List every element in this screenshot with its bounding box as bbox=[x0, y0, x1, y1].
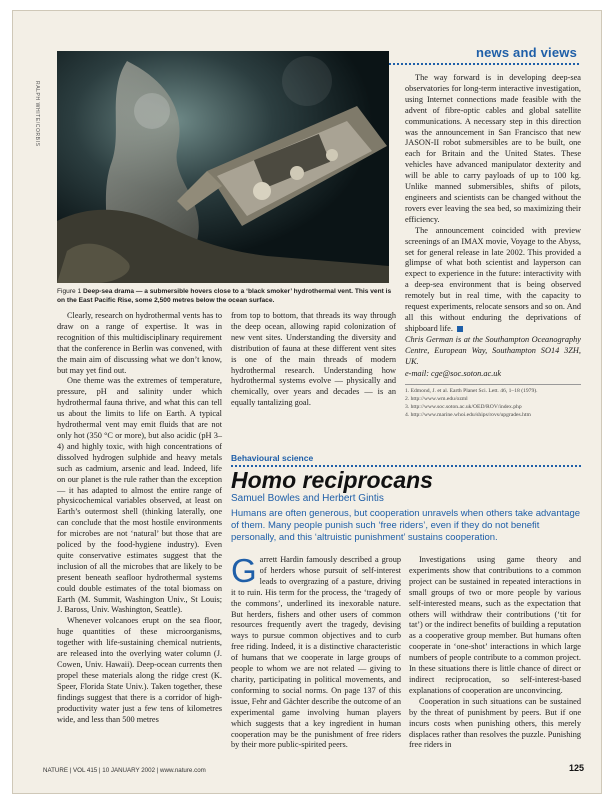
left-article-col3 bbox=[405, 73, 581, 419]
photo-credit-text: RALPH WHITE/CORBIS bbox=[34, 81, 40, 147]
paragraph-text: arrett Hardin famously described a group of herders whose pursuit of self-interest leads to overgrazing of a pasture, driving it to ruin. His term for the process, the ‘tragedy of the commons’, underlined its inexorable nature. But herders, fishers and other users of common resources frequently avert the tragedy, devising ways to pursue common objectives and to curb free riding. Indeed, it is a distinctive characteristic of humans that we cooperate in large groups of people to whom we are not related — giving to charity, participating in political movements, and conforming to social norms. On page 137 of this issue, Fehr and Gächter describe the outcome of an experimental game involving human players which suggests that a key ingredient in human cooperation may be the punishment of free riders by their more public-spirited peers. bbox=[231, 555, 401, 750]
reference-item: 3. http://www.soc.soton.ac.uk/OED/ROV/index.php bbox=[405, 404, 522, 411]
paragraph-text: The announcement coincided with preview screenings of an IMAX movie, Voyage to the Abyss, set for general release in late 2002. This provided a glimpse of what both scientist and layperson can expect to experience in the future: interactivity with a deep-sea environment that is being observed remotely but in real time, with the capacity to request experiments, relocate sensors and so on. And all this without enduring the deprivations of shipboard life. bbox=[405, 225, 581, 333]
paragraph bbox=[405, 226, 581, 335]
article-title: Homo reciprocans bbox=[231, 467, 433, 493]
header-rule bbox=[381, 63, 579, 65]
figure-photo bbox=[57, 51, 389, 283]
figure-caption bbox=[57, 287, 395, 305]
reference-item: 4. http://www.marine.whoi.edu/ships/rovs/upgrades.htm bbox=[405, 412, 531, 419]
article-authors: Samuel Bowles and Herbert Gintis bbox=[231, 493, 384, 504]
figure-label: Figure 1 bbox=[57, 288, 82, 295]
paragraph: Whenever volcanoes erupt on the sea floor, huge quantities of these microorganisms, together with life-sustaining chemical nutrients, are released into the overlying water column (J. Cowen, Univ. Hawaii). Deep-ocean currents then propel these materials along the ridge crest (K. Speer, Florida State Univ.). Taken together, these findings suggest that there is a corridor of high-productivity water just a few tens of kilometres wide, and less than 500 metres bbox=[57, 616, 222, 724]
article-standfirst: Humans are often generous, but cooperation unravels when others take advantage of them. Many people punish such ‘free riders’, even if they do not benefit personally, and this ‘altruistic punishment’ sustains cooperation. bbox=[231, 508, 581, 543]
figure-caption-text: Deep-sea drama — a submersible hovers close to a ‘black smoker’ hydrothermal vent. This vent is on the East Pacific Rise, some 2,500 metres below the ocean surface. bbox=[57, 288, 392, 304]
references bbox=[405, 384, 581, 419]
author-email: e-mail: cge@soc.soton.ac.uk bbox=[405, 369, 502, 379]
author-affiliation: Chris German is at the Southampton Oceanography Centre, European Way, Southampton SO14 3ZH, UK. bbox=[405, 334, 581, 366]
paragraph: from top to bottom, that threads its way through the deep ocean, allowing rapid colonization of new vent sites. Understanding the diversity and distribution of fauna at these different vent sites is one of the main threads of modern hydrothermal research. Understanding how hydrothermal systems evolve — physically and chemically, over years and decades — is an equally tantalizing goal. bbox=[231, 311, 396, 408]
page-number: 125 bbox=[569, 763, 585, 773]
left-article-col1 bbox=[57, 311, 222, 725]
paragraph: Investigations using game theory and experiments show that contributions to a common project can be sustained in repeated interactions in small groups of two or more people by various self-interested means, such as the expectation that others will withdraw their contributions (‘tit for tat’) or the indirect benefits of building a reputation as a cooperative group member. But humans often cooperate in ‘one-shot’ interactions in which large numbers of people contribute to a common project. In these situations there is little chance of direct or indirect reciprocation, so self-interest-based explanations of cooperation are unconvincing. bbox=[409, 555, 581, 695]
paragraph: Clearly, research on hydrothermal vents has to draw on a range of expertise. It was in recognition of this multidisciplinary requirement that the conference in Berlin was convened, with the main aim of discussing what we don’t know, but may yet find out. bbox=[57, 311, 222, 375]
deep-sea-submersible-image bbox=[57, 51, 389, 283]
journal-page bbox=[12, 10, 602, 794]
photo-credit bbox=[30, 81, 40, 201]
paragraph bbox=[231, 552, 401, 751]
section-title: news and views bbox=[475, 45, 577, 60]
section-header bbox=[381, 45, 577, 63]
paragraph: One theme was the extremes of temperature, pressure, pH and salinity under which hydrothermal fauna thrive, and what this can tell us about the limits to life on Earth. A typical hydrothermal vent may emit fluids that are not only hot (350 °C or more), but also acidic (pH 3–4) and highly toxic, with high concentrations of dissolved hydrogen sulphide and heavy metals such as cadmium, arsenic and lead. Indeed, life on our planet is the rule rather than the exception — it has adapted to almost the entire range of physicochemical variables observed, at least on Earth’s outermost shell (thinking laterally, one can conclude that the most hostile environments for microbes are not ‘natural’ but those that are policed by the food-hygiene industry). Even quite conservative estimates suggest that the inclusion of all the microbes that are likely to be present beneath seafloor hydrothermal systems could double estimates of the total biomass on Earth (M. Summit, Washington Univ., St Louis; J. Baross, Univ. Washington, Seattle). bbox=[57, 376, 222, 615]
paragraph: Cooperation in such situations can be sustained by the threat of punishment by peers. But if one incurs costs when punishing others, this merely displaces rather than resolves the puzzle. Punishing free riders in bbox=[409, 696, 581, 750]
reference-item: 2. http://www.wm.edu/ozml bbox=[405, 396, 468, 403]
page-footer: NATURE | VOL 415 | 10 JANUARY 2002 | www.nature.com bbox=[43, 767, 206, 774]
right-article-col2 bbox=[409, 555, 581, 751]
paragraph: The way forward is in developing deep-sea observatories for long-term interactive investigation, using Internet connections made feasible with the advent of fibre-optic cables and global satellite communications. A necessary step in this direction was the announcement in San Francisco that new JASON-II robot submersibles are to be built, one each for Britain and the United States. These vehicles have advanced manipulator dexterity and will be able to carry payloads of up to 100 kg. Unlike manned submersibles, shifts of pilots, engineers and scientists can be changed without the rovers ever leaving the sea bed, so maximizing their efficiency. bbox=[405, 73, 581, 224]
article-section-label: Behavioural science bbox=[231, 453, 314, 463]
left-article-col2 bbox=[231, 311, 396, 409]
right-article-col1 bbox=[231, 552, 401, 751]
end-mark-icon bbox=[457, 326, 463, 332]
drop-cap: G bbox=[231, 552, 257, 589]
reference-item: 1. Edmond, J. et al. Earth Planet Sci. Lett. 46, 1–18 (1979). bbox=[405, 388, 538, 395]
